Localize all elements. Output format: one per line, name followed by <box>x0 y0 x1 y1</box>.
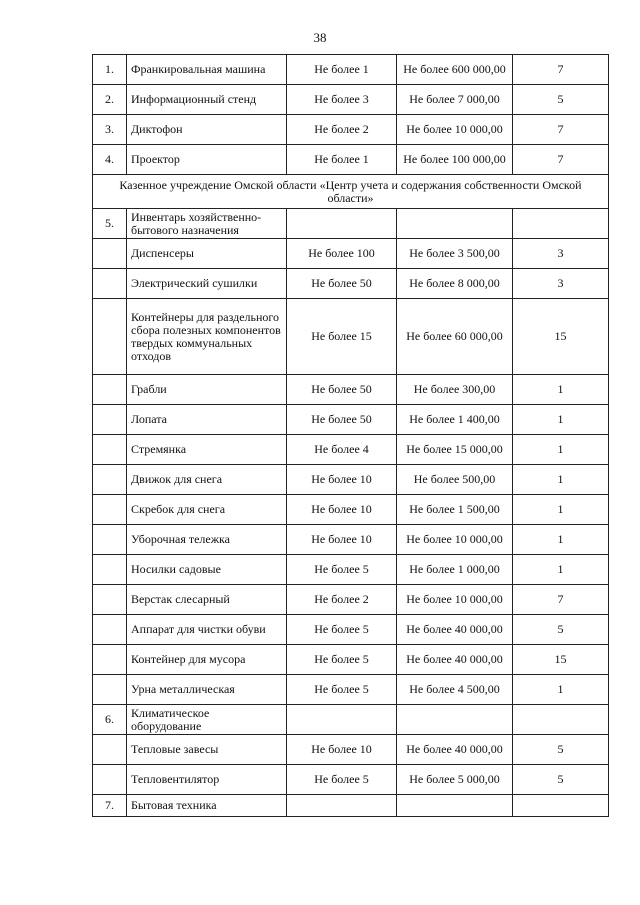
item-number <box>93 269 127 299</box>
item-name: Тепловентилятор <box>127 765 287 795</box>
table-row <box>93 115 609 145</box>
item-quantity: Не более 50 <box>287 375 397 405</box>
item-name: Франкировальная машина <box>127 55 287 85</box>
table-row <box>93 525 609 555</box>
item-price: Не более 8 000,00 <box>397 269 513 299</box>
table-row <box>93 585 609 615</box>
item-price: Не более 7 000,00 <box>397 85 513 115</box>
table-row <box>93 705 609 735</box>
item-quantity: Не более 10 <box>287 495 397 525</box>
table-row <box>93 209 609 239</box>
table-row <box>93 645 609 675</box>
item-price: Не более 300,00 <box>397 375 513 405</box>
item-number <box>93 239 127 269</box>
item-service-years: 5 <box>513 615 609 645</box>
item-service-years: 1 <box>513 555 609 585</box>
item-number <box>93 615 127 645</box>
item-price: Не более 500,00 <box>397 465 513 495</box>
item-service-years: 7 <box>513 145 609 175</box>
table-row <box>93 375 609 405</box>
item-number: 1. <box>93 55 127 85</box>
inventory-table <box>92 54 609 817</box>
item-quantity <box>287 209 397 239</box>
item-service-years: 7 <box>513 585 609 615</box>
item-number: 3. <box>93 115 127 145</box>
item-service-years <box>513 795 609 817</box>
item-number <box>93 735 127 765</box>
item-quantity: Не более 3 <box>287 85 397 115</box>
item-service-years <box>513 209 609 239</box>
item-price: Не более 100 000,00 <box>397 145 513 175</box>
item-number <box>93 585 127 615</box>
item-price: Не более 4 500,00 <box>397 675 513 705</box>
item-quantity: Не более 10 <box>287 465 397 495</box>
section-title: Казенное учреждение Омской области «Центр учета и содержания собственности Омской области» <box>93 175 609 209</box>
table-row <box>93 55 609 85</box>
table-row <box>93 405 609 435</box>
item-name: Грабли <box>127 375 287 405</box>
item-name: Верстак слесарный <box>127 585 287 615</box>
item-quantity: Не более 2 <box>287 115 397 145</box>
item-quantity: Не более 5 <box>287 765 397 795</box>
item-number: 5. <box>93 209 127 239</box>
table-row <box>93 239 609 269</box>
item-price: Не более 10 000,00 <box>397 525 513 555</box>
item-quantity: Не более 5 <box>287 645 397 675</box>
item-name: Уборочная тележка <box>127 525 287 555</box>
item-service-years: 7 <box>513 55 609 85</box>
item-service-years: 5 <box>513 765 609 795</box>
item-name: Урна металлическая <box>127 675 287 705</box>
item-quantity: Не более 1 <box>287 145 397 175</box>
item-service-years: 3 <box>513 239 609 269</box>
item-service-years: 15 <box>513 645 609 675</box>
table-row <box>93 435 609 465</box>
item-price: Не более 1 500,00 <box>397 495 513 525</box>
item-number <box>93 375 127 405</box>
item-service-years: 5 <box>513 85 609 115</box>
item-name: Информационный стенд <box>127 85 287 115</box>
item-service-years: 1 <box>513 465 609 495</box>
item-quantity: Не более 100 <box>287 239 397 269</box>
item-number <box>93 765 127 795</box>
item-name: Аппарат для чистки обуви <box>127 615 287 645</box>
item-name: Диспенсеры <box>127 239 287 269</box>
item-name: Носилки садовые <box>127 555 287 585</box>
item-price <box>397 795 513 817</box>
table-row <box>93 495 609 525</box>
item-price: Не более 40 000,00 <box>397 645 513 675</box>
item-name: Лопата <box>127 405 287 435</box>
item-quantity: Не более 2 <box>287 585 397 615</box>
item-price <box>397 705 513 735</box>
table-row <box>93 269 609 299</box>
item-number <box>93 495 127 525</box>
item-price: Не более 40 000,00 <box>397 615 513 645</box>
item-quantity: Не более 50 <box>287 405 397 435</box>
item-price: Не более 10 000,00 <box>397 585 513 615</box>
item-quantity: Не более 5 <box>287 555 397 585</box>
item-name: Скребок для снега <box>127 495 287 525</box>
table-row <box>93 299 609 375</box>
item-number <box>93 675 127 705</box>
item-number: 4. <box>93 145 127 175</box>
item-price <box>397 209 513 239</box>
item-service-years: 1 <box>513 495 609 525</box>
section-header-row <box>93 175 609 209</box>
item-number <box>93 299 127 375</box>
item-number <box>93 465 127 495</box>
item-quantity: Не более 10 <box>287 525 397 555</box>
item-quantity: Не более 5 <box>287 675 397 705</box>
table-row <box>93 795 609 817</box>
page-number: 38 <box>313 30 327 45</box>
item-name: Проектор <box>127 145 287 175</box>
item-service-years: 5 <box>513 735 609 765</box>
item-number <box>93 555 127 585</box>
table-row <box>93 765 609 795</box>
item-name: Климатическое оборудование <box>127 705 287 735</box>
item-number <box>93 645 127 675</box>
item-quantity <box>287 795 397 817</box>
item-name: Бытовая техника <box>127 795 287 817</box>
item-name: Контейнер для мусора <box>127 645 287 675</box>
item-number: 2. <box>93 85 127 115</box>
item-quantity: Не более 10 <box>287 735 397 765</box>
item-number <box>93 525 127 555</box>
item-name: Контейнеры для раздельного сбора полезных компонентов твердых коммунальных отходов <box>127 299 287 375</box>
item-price: Не более 1 000,00 <box>397 555 513 585</box>
item-service-years: 7 <box>513 115 609 145</box>
item-service-years: 15 <box>513 299 609 375</box>
item-name: Диктофон <box>127 115 287 145</box>
item-name: Тепловые завесы <box>127 735 287 765</box>
table-row <box>93 615 609 645</box>
item-name: Стремянка <box>127 435 287 465</box>
item-price: Не более 10 000,00 <box>397 115 513 145</box>
item-quantity: Не более 4 <box>287 435 397 465</box>
item-service-years: 3 <box>513 269 609 299</box>
item-number: 7. <box>93 795 127 817</box>
item-number <box>93 435 127 465</box>
item-price: Не более 600 000,00 <box>397 55 513 85</box>
table-row <box>93 735 609 765</box>
item-quantity: Не более 1 <box>287 55 397 85</box>
item-quantity: Не более 50 <box>287 269 397 299</box>
item-number <box>93 405 127 435</box>
item-quantity: Не более 5 <box>287 615 397 645</box>
table-row <box>93 555 609 585</box>
item-name: Электрический сушилки <box>127 269 287 299</box>
item-name: Инвентарь хозяйственно-бытового назначения <box>127 209 287 239</box>
item-service-years: 1 <box>513 675 609 705</box>
item-quantity <box>287 705 397 735</box>
item-service-years: 1 <box>513 435 609 465</box>
item-price: Не более 1 400,00 <box>397 405 513 435</box>
item-quantity: Не более 15 <box>287 299 397 375</box>
table-row <box>93 675 609 705</box>
item-number: 6. <box>93 705 127 735</box>
item-price: Не более 3 500,00 <box>397 239 513 269</box>
item-name: Движок для снега <box>127 465 287 495</box>
table-row <box>93 145 609 175</box>
item-price: Не более 15 000,00 <box>397 435 513 465</box>
item-price: Не более 60 000,00 <box>397 299 513 375</box>
table-row <box>93 465 609 495</box>
item-service-years: 1 <box>513 525 609 555</box>
item-price: Не более 5 000,00 <box>397 765 513 795</box>
item-service-years <box>513 705 609 735</box>
item-service-years: 1 <box>513 375 609 405</box>
item-service-years: 1 <box>513 405 609 435</box>
table-row <box>93 85 609 115</box>
item-price: Не более 40 000,00 <box>397 735 513 765</box>
